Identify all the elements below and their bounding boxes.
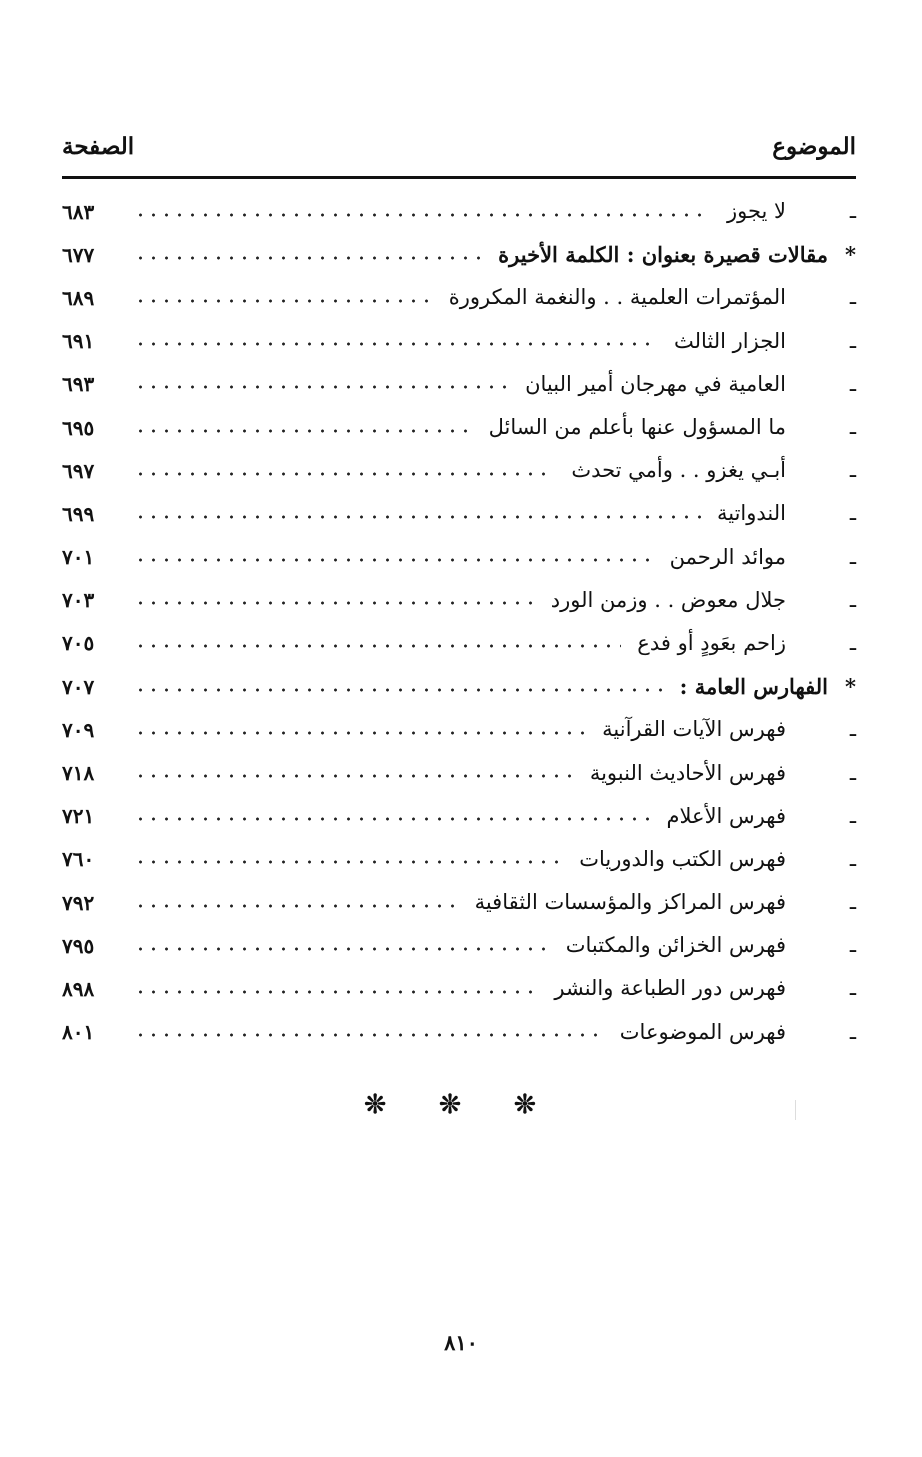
dot-leader (134, 558, 654, 562)
entry-page-number: ٧٠٣ (62, 588, 95, 613)
entry-title: الندواتية (716, 501, 786, 526)
dot-leader (134, 601, 535, 605)
entry-page-number: ٧٠٥ (62, 631, 95, 656)
entry-page-number: ٧٢١ (62, 804, 95, 829)
toc-entry (62, 233, 856, 276)
entry-dash: ـ (849, 544, 856, 569)
entry-page-number: ٦٨٣ (62, 199, 95, 224)
section-bullet: * (845, 242, 856, 268)
toc-entry (62, 881, 856, 924)
entry-page-number: ٦٨٩ (62, 285, 95, 310)
entry-page-number: ٧١٨ (62, 761, 95, 786)
dot-leader (134, 904, 459, 908)
entry-title: الفهارس العامة : (679, 674, 828, 700)
entry-dash: ـ (849, 760, 856, 785)
page-column-label: الصفحة (62, 133, 135, 160)
toc-entry (62, 579, 856, 622)
toc-entry (62, 449, 856, 492)
entry-title: فهرس الموضوعات (619, 1019, 786, 1044)
dot-leader (134, 1033, 604, 1037)
entry-dash: ـ (849, 976, 856, 1001)
toc-entry (62, 1011, 856, 1054)
entry-dash: ـ (849, 371, 856, 396)
toc-entry (62, 967, 856, 1010)
dot-leader (134, 256, 482, 260)
entry-page-number: ٦٩٣ (62, 372, 95, 397)
toc-entry (62, 838, 856, 881)
dot-leader (134, 429, 473, 433)
entry-dash: ـ (849, 933, 856, 958)
entry-title: الجزار الثالث (673, 328, 786, 353)
entry-page-number: ٧٩٢ (62, 890, 95, 915)
toc-entry (62, 665, 856, 708)
entry-dash: ـ (849, 717, 856, 742)
entry-title: المؤتمرات العلمية . . والنغمة المكرورة (448, 285, 786, 310)
entry-title: فهرس الكتب والدوريات (579, 846, 786, 871)
toc-entry (62, 363, 856, 406)
entry-dash: ـ (849, 846, 856, 871)
entry-dash: ـ (849, 890, 856, 915)
entry-page-number: ٧٦٠ (62, 847, 95, 872)
dot-leader (134, 213, 711, 217)
entry-dash: ـ (849, 803, 856, 828)
dot-leader (134, 688, 664, 692)
entry-dash: ـ (849, 328, 856, 353)
entry-title: العامية في مهرجان أمير البيان (525, 371, 786, 396)
section-separator: ❊ ❊ ❊ (364, 1090, 558, 1120)
toc-entry (62, 320, 856, 363)
toc-entry (62, 406, 856, 449)
entry-dash: ـ (849, 630, 856, 655)
topic-column-label: الموضوع (772, 133, 856, 160)
dot-leader (134, 817, 651, 821)
entry-dash: ـ (849, 587, 856, 612)
dot-leader (134, 342, 658, 346)
dot-leader (134, 860, 563, 864)
entry-title: جلال معوض . . وزمن الورد (550, 587, 786, 612)
dot-leader (134, 644, 621, 648)
entry-title: فهرس المراكز والمؤسسات الثقافية (474, 890, 786, 915)
dot-leader (134, 515, 701, 519)
entry-page-number: ٨٩٨ (62, 976, 95, 1001)
toc-entry (62, 795, 856, 838)
entry-page-number: ٦٩٧ (62, 458, 95, 483)
entry-page-number: ٦٧٧ (62, 242, 95, 267)
dot-leader (134, 774, 574, 778)
entry-page-number: ٦٩٩ (62, 501, 95, 526)
entry-page-number: ٨٠١ (62, 1020, 95, 1045)
toc-entry (62, 492, 856, 535)
entry-title: فهرس دور الطباعة والنشر (554, 976, 786, 1001)
entry-title: فهرس الأحاديث النبوية (589, 760, 786, 785)
dot-leader (134, 472, 555, 476)
dot-leader (134, 947, 550, 951)
entry-page-number: ٧٩٥ (62, 933, 95, 958)
entry-page-number: ٧٠١ (62, 545, 95, 570)
toc-entry (62, 924, 856, 967)
entry-title: لا يجوز (726, 199, 786, 224)
entry-title: ما المسؤول عنها بأعلم من السائل (488, 415, 786, 440)
entry-dash: ـ (849, 501, 856, 526)
entry-page-number: ٦٩١ (62, 329, 95, 354)
entry-title: موائد الرحمن (669, 544, 786, 569)
section-bullet: * (845, 674, 856, 700)
entry-title: فهرس الخزائن والمكتبات (565, 933, 786, 958)
entry-title: زاحم بعَودٍ أو فدع (637, 630, 786, 655)
toc-header (62, 120, 856, 160)
page-edge-mark (795, 1100, 796, 1120)
page-number: ٨١٠ (444, 1330, 478, 1355)
toc-entry (62, 751, 856, 794)
entry-dash: ـ (849, 458, 856, 483)
entry-dash: ـ (849, 1019, 856, 1044)
entry-title: أبـي يغزو . . وأمي تحدث (571, 458, 786, 483)
toc-entry (62, 536, 856, 579)
entry-dash: ـ (849, 285, 856, 310)
toc-entry (62, 622, 856, 665)
entry-page-number: ٧٠٩ (62, 717, 95, 742)
toc-entry (62, 276, 856, 319)
entry-title: فهرس الأعلام (666, 803, 786, 828)
entry-title: فهرس الآيات القرآنية (602, 717, 786, 742)
toc-entry (62, 190, 856, 233)
entry-page-number: ٧٠٧ (62, 674, 95, 699)
toc-entry (62, 708, 856, 751)
dot-leader (134, 990, 538, 994)
entry-dash: ـ (849, 415, 856, 440)
table-of-contents (62, 190, 856, 1054)
header-rule (62, 176, 856, 179)
entry-page-number: ٦٩٥ (62, 415, 95, 440)
dot-leader (134, 385, 509, 389)
entry-title: مقالات قصيرة بعنوان : الكلمة الأخيرة (498, 242, 828, 268)
dot-leader (134, 731, 586, 735)
entry-dash: ـ (849, 199, 856, 224)
dot-leader (134, 299, 433, 303)
